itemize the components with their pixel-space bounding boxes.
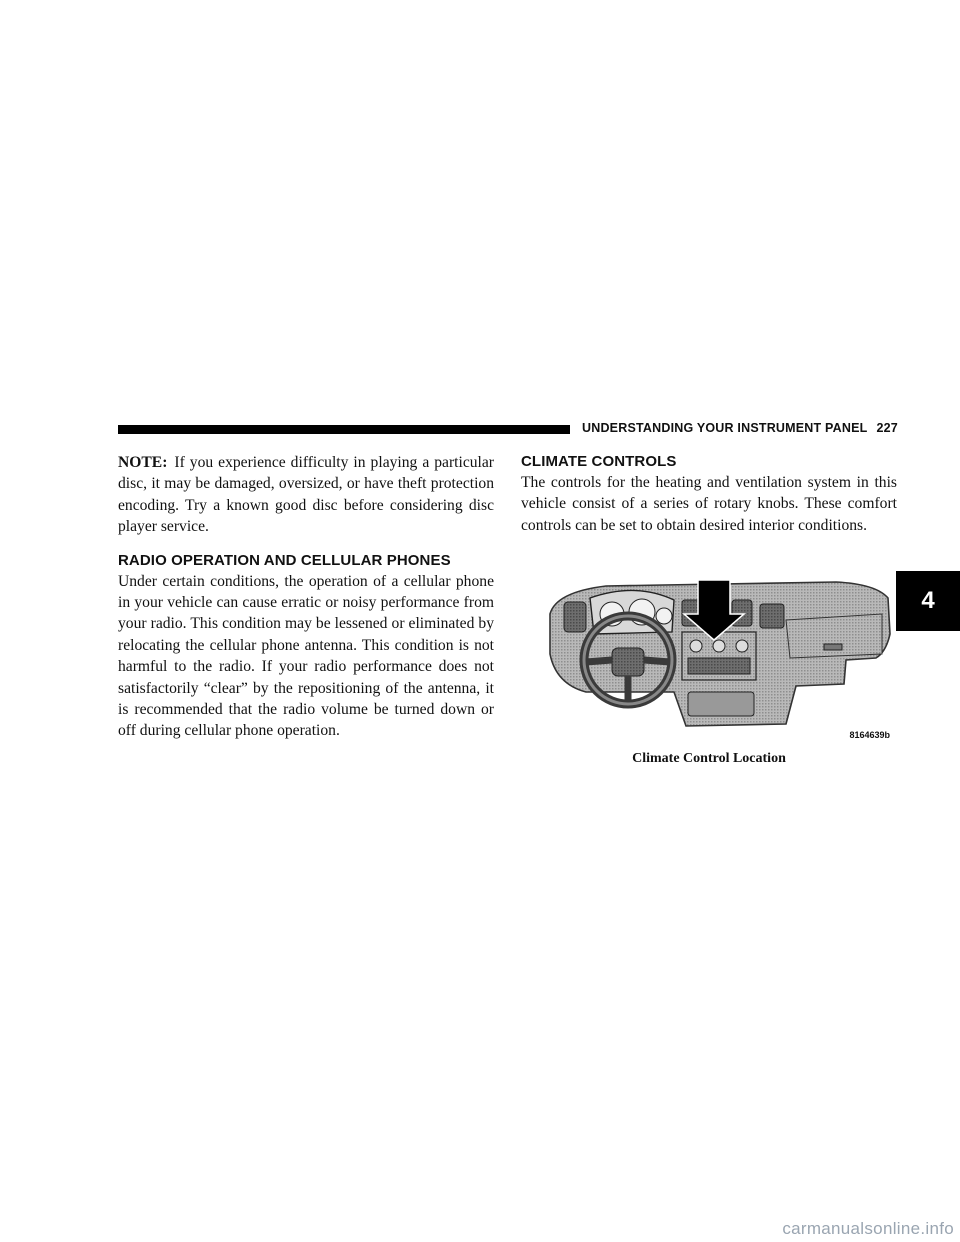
- section-tab: 4: [896, 571, 960, 631]
- header-rule: [118, 425, 570, 434]
- climate-heading: CLIMATE CONTROLS: [521, 453, 677, 470]
- radio-paragraph: Under certain conditions, the operation of a cellular phone in your vehicle can cause erratic or noisy performance from your radio. This condition may be lessened or eliminated by relocating the cellular phone antenna. This condition is not harmful to the radio. If your radio performance does not satisfactorily “clear” by the repositioning of the antenna, it is recommended that the radio volume be turned down or off during cellular phone operation.: [118, 572, 494, 740]
- left-column: [118, 452, 494, 742]
- figure-caption: Climate Control Location: [632, 751, 786, 766]
- note-text: If you experience difficulty in playing a particular disc, it may be damaged, oversized, or have theft protection encoding. Try a known good disc before considering disc player service.: [118, 454, 494, 536]
- header-title: UNDERSTANDING YOUR INSTRUMENT PANEL: [582, 421, 868, 435]
- right-column: [521, 452, 897, 536]
- note-paragraph: [118, 452, 494, 538]
- page-number: 227: [876, 421, 898, 435]
- climate-paragraph: The controls for the heating and ventilation system in this vehicle consist of a series of rotary knobs. These comfort controls can be set to obtain desired interior conditions.: [521, 474, 897, 534]
- instrument-panel-illustration: [546, 574, 892, 740]
- figure-id: 8164639b: [849, 730, 890, 740]
- note-label: NOTE:: [118, 454, 168, 471]
- dashboard-drawing: [546, 574, 892, 740]
- running-header: [582, 421, 898, 435]
- radio-heading: RADIO OPERATION AND CELLULAR PHONES: [118, 551, 451, 569]
- watermark: carmanualsonline.info: [782, 1219, 954, 1238]
